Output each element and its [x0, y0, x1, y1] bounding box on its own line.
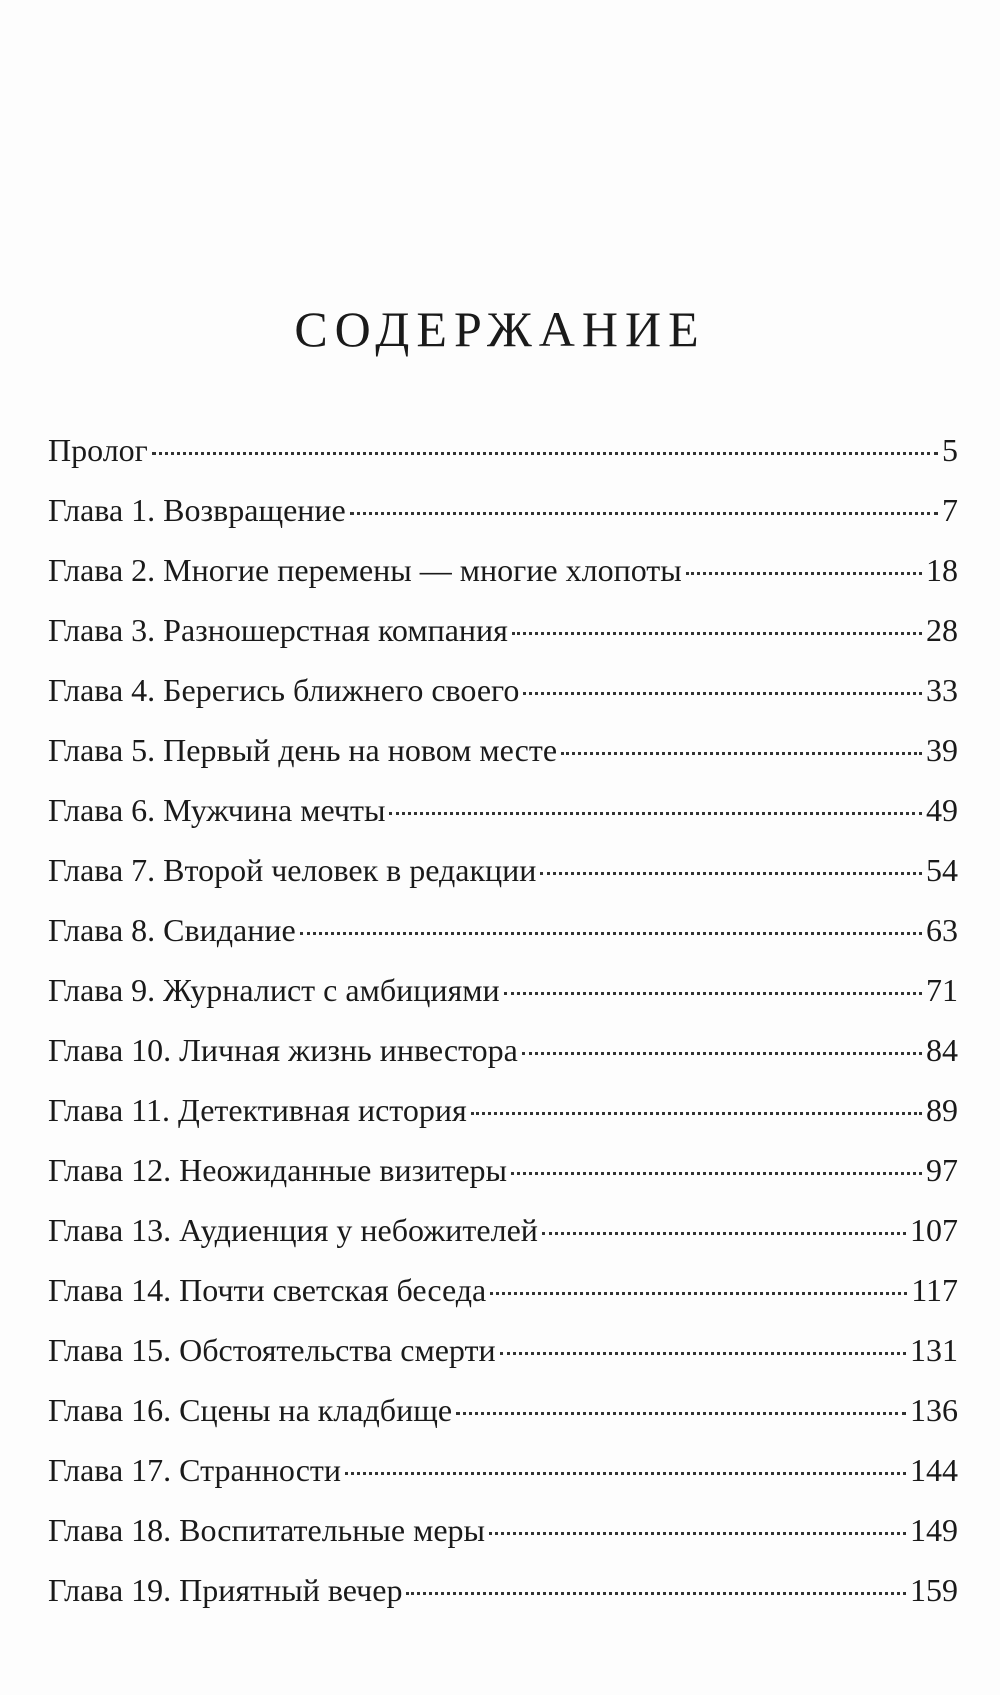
toc-entry — [48, 1380, 958, 1440]
toc-entry-page-number: 84 — [926, 1032, 958, 1068]
toc-entry — [48, 960, 958, 1020]
dot-leader — [504, 992, 922, 995]
toc-entry-label: Глава 9. Журналист с амбициями — [48, 972, 500, 1008]
dot-leader — [512, 632, 922, 635]
toc-entry-page-number: 63 — [926, 912, 958, 948]
dot-leader — [511, 1172, 922, 1175]
toc-entry-label: Глава 14. Почти светская беседа — [48, 1272, 487, 1308]
dot-leader — [686, 572, 922, 575]
toc-entry-label: Глава 1. Возвращение — [48, 492, 346, 528]
dot-leader — [300, 932, 922, 935]
toc-entry — [48, 780, 958, 840]
toc-entry-label: Глава 12. Неожиданные визитеры — [48, 1152, 508, 1188]
toc-entry — [48, 540, 958, 600]
toc-entry-page-number: 33 — [926, 672, 958, 708]
toc-entry-label: Пролог — [48, 432, 148, 468]
toc-entry — [48, 1020, 958, 1080]
toc-entry-page-number: 131 — [910, 1332, 958, 1368]
toc-entry-label: Глава 10. Личная жизнь инвестора — [48, 1032, 518, 1068]
dot-leader — [406, 1592, 906, 1595]
toc-entry — [48, 900, 958, 960]
toc-entry-label: Глава 4. Берегись ближнего своего — [48, 672, 520, 708]
toc-entry-page-number: 159 — [910, 1572, 958, 1608]
toc-entry-page-number: 54 — [926, 852, 958, 888]
dot-leader — [561, 752, 922, 755]
toc-entry-page-number: 89 — [926, 1092, 958, 1128]
toc-entry-page-number: 107 — [910, 1212, 958, 1248]
dot-leader — [471, 1112, 922, 1115]
toc-entry — [48, 660, 958, 720]
toc-entry-page-number: 117 — [911, 1272, 958, 1308]
dot-leader — [345, 1472, 906, 1475]
toc-entry-label: Глава 2. Многие перемены — многие хлопоты — [48, 552, 682, 588]
dot-leader — [540, 872, 922, 875]
toc-entry-page-number: 28 — [926, 612, 958, 648]
dot-leader — [389, 812, 922, 815]
toc-entry — [48, 840, 958, 900]
toc-entry-page-number: 97 — [926, 1152, 958, 1188]
toc-entry-label: Глава 11. Детективная история — [48, 1092, 467, 1128]
toc-entry-label: Глава 7. Второй человек в редакции — [48, 852, 537, 888]
toc-entry — [48, 1140, 958, 1200]
toc-entry — [48, 720, 958, 780]
toc-entry-label: Глава 13. Аудиенция у небожителей — [48, 1212, 538, 1248]
dot-leader — [522, 1052, 922, 1055]
toc-entry-page-number: 136 — [910, 1392, 958, 1428]
dot-leader — [456, 1412, 906, 1415]
toc-entry-label: Глава 16. Сцены на кладбище — [48, 1392, 453, 1428]
toc-entry-page-number: 7 — [942, 492, 958, 528]
toc-entry-page-number: 49 — [926, 792, 958, 828]
toc-entry — [48, 1080, 958, 1140]
toc-entry-page-number: 71 — [926, 972, 958, 1008]
toc-entry-label: Глава 8. Свидание — [48, 912, 296, 948]
dot-leader — [542, 1232, 906, 1235]
dot-leader — [350, 512, 938, 515]
toc-entry — [48, 1260, 958, 1320]
toc-entry-page-number: 18 — [926, 552, 958, 588]
toc-entry-label: Глава 6. Мужчина мечты — [48, 792, 386, 828]
dot-leader — [152, 452, 938, 455]
toc-entry — [48, 1320, 958, 1380]
dot-leader — [500, 1352, 906, 1355]
dot-leader — [490, 1292, 907, 1295]
toc-entry — [48, 480, 958, 540]
toc-entry-label: Глава 19. Приятный вечер — [48, 1572, 403, 1608]
toc-entry — [48, 1440, 958, 1500]
dot-leader — [489, 1532, 906, 1535]
toc-entry — [48, 1560, 958, 1620]
toc-entry-page-number: 144 — [910, 1452, 958, 1488]
toc-entry — [48, 1200, 958, 1260]
toc-entry-label: Глава 18. Воспитательные меры — [48, 1512, 486, 1548]
toc-entry — [48, 600, 958, 660]
toc-entry-page-number: 149 — [910, 1512, 958, 1548]
toc-entry-label: Глава 3. Разношерстная компания — [48, 612, 508, 648]
toc-entry-page-number: 5 — [942, 432, 958, 468]
dot-leader — [523, 692, 922, 695]
toc-entry-label: Глава 15. Обстоятельства смерти — [48, 1332, 496, 1368]
toc-entry-label: Глава 5. Первый день на новом месте — [48, 732, 558, 768]
toc-entry — [48, 1500, 958, 1560]
toc-entry-label: Глава 17. Странности — [48, 1452, 342, 1488]
toc-entry — [48, 420, 958, 480]
table-of-contents — [48, 420, 958, 1620]
toc-entry-page-number: 39 — [926, 732, 958, 768]
page-title: СОДЕРЖАНИЕ — [294, 301, 706, 357]
